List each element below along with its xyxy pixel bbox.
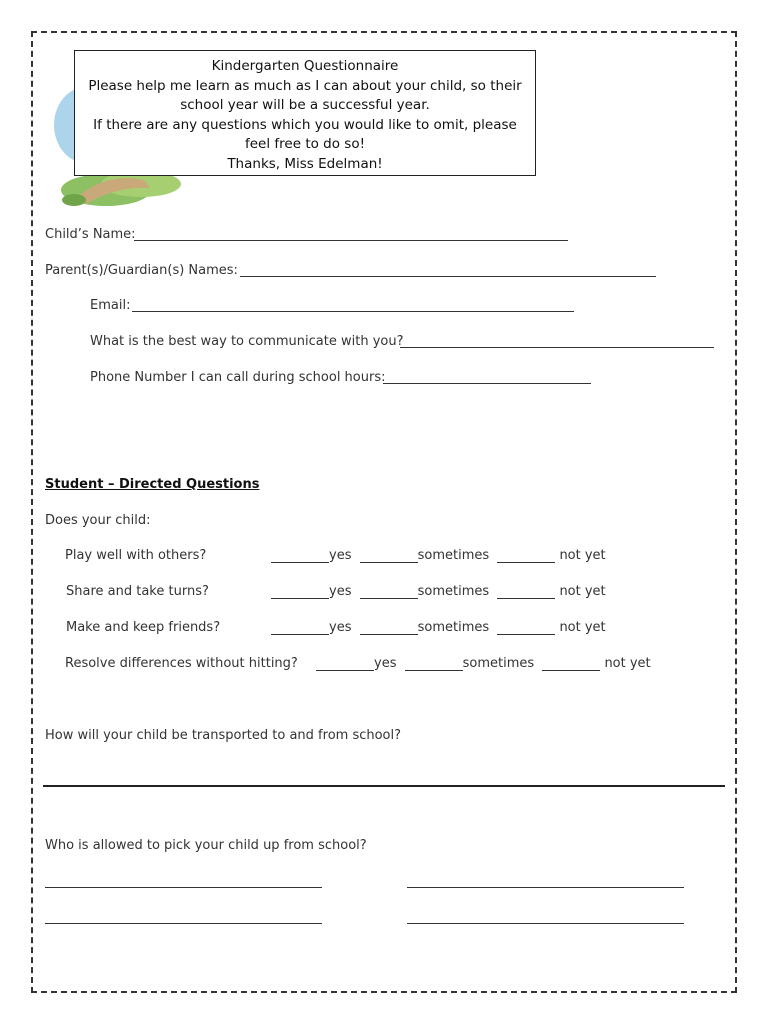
not-yet-blank[interactable]: [497, 549, 555, 563]
not-yet-option-label: not yet: [559, 584, 606, 599]
child-name-label: Child’s Name:: [45, 227, 136, 242]
header-box: [74, 50, 536, 176]
section-intro: Does your child:: [45, 513, 151, 528]
sometimes-blank[interactable]: [360, 585, 418, 599]
yes-blank[interactable]: [271, 549, 329, 563]
transport-question: How will your child be transported to and from school?: [45, 728, 402, 743]
not-yet-option-label: not yet: [559, 548, 606, 563]
not-yet-blank[interactable]: [542, 657, 600, 671]
header-line-4: feel free to do so!: [245, 136, 365, 152]
header-line-3: If there are any questions which you would like to omit, please: [93, 116, 517, 133]
pickup-answer-line[interactable]: [407, 887, 684, 888]
not-yet-option-label: not yet: [559, 620, 606, 635]
yes-option-label: yes: [329, 620, 352, 635]
question-label: Resolve differences without hitting?: [65, 656, 298, 671]
pickup-answer-line[interactable]: [45, 923, 322, 924]
pickup-answer-line[interactable]: [45, 887, 322, 888]
phone-label: Phone Number I can call during school hours:: [90, 370, 386, 385]
question-label: Make and keep friends?: [66, 620, 221, 635]
pickup-question: Who is allowed to pick your child up from school?: [45, 838, 367, 853]
sometimes-blank[interactable]: [360, 549, 418, 563]
sometimes-option-label: sometimes: [462, 656, 535, 671]
header-line-1: Please help me learn as much as I can about your child, so their: [88, 77, 522, 94]
not-yet-blank[interactable]: [497, 621, 555, 635]
header-line-2: school year will be a successful year.: [180, 97, 430, 113]
header-signature: Thanks, Miss Edelman!: [227, 155, 383, 172]
child-name-field[interactable]: [134, 240, 568, 241]
yes-blank[interactable]: [271, 621, 329, 635]
answer-options-row: [271, 620, 606, 635]
question-label: Share and take turns?: [66, 584, 209, 599]
yes-blank[interactable]: [271, 585, 329, 599]
not-yet-option-label: not yet: [604, 656, 651, 671]
sometimes-option-label: sometimes: [417, 548, 490, 563]
pickup-answer-line[interactable]: [407, 923, 684, 924]
question-label: Play well with others?: [65, 548, 207, 563]
communicate-field[interactable]: [400, 347, 714, 348]
sometimes-blank[interactable]: [405, 657, 463, 671]
answer-options-row: [271, 584, 606, 599]
yes-option-label: yes: [329, 584, 352, 599]
phone-field[interactable]: [383, 383, 591, 384]
answer-options-row: [271, 548, 606, 563]
communicate-label: What is the best way to communicate with you?: [90, 334, 404, 349]
email-field[interactable]: [132, 311, 574, 312]
email-label: Email:: [90, 298, 131, 313]
yes-option-label: yes: [374, 656, 397, 671]
sometimes-option-label: sometimes: [417, 620, 490, 635]
answer-options-row: [316, 656, 651, 671]
section-heading: Student – Directed Questions: [45, 477, 260, 492]
yes-blank[interactable]: [316, 657, 374, 671]
not-yet-blank[interactable]: [497, 585, 555, 599]
sometimes-blank[interactable]: [360, 621, 418, 635]
sometimes-option-label: sometimes: [417, 584, 490, 599]
transport-answer-line[interactable]: [43, 785, 725, 787]
parent-names-field[interactable]: [240, 276, 656, 277]
parent-names-label: Parent(s)/Guardian(s) Names:: [45, 263, 238, 278]
yes-option-label: yes: [329, 548, 352, 563]
form-title: Kindergarten Questionnaire: [211, 58, 399, 74]
